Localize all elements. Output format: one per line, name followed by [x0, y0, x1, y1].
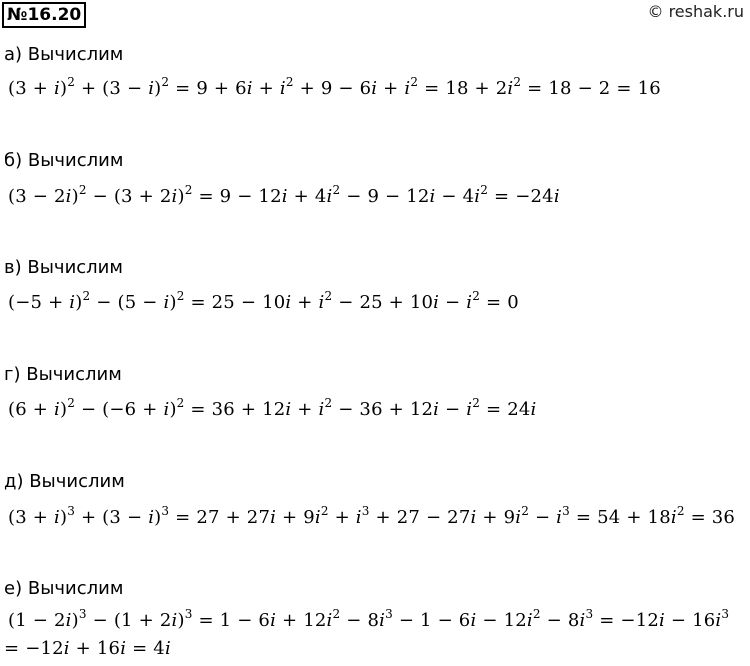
- task-verb: Вычислим: [27, 257, 123, 278]
- task-letter: а): [4, 44, 23, 65]
- task-d-label: [4, 364, 122, 385]
- task-f-label: [4, 578, 123, 599]
- task-verb: Вычислим: [27, 44, 124, 65]
- task-f-equation-continuation: = −12i + 16i = 4i: [4, 638, 171, 659]
- task-verb: Вычислим: [29, 471, 125, 492]
- task-e-equation: $(3 + i)^3 + (3 - i)^3 = 27 + 27i + 9i^2 + i^3 + 27 - 27i + 9i^2 - i^3 = 54 + 18i^2 = 36$: [8, 504, 736, 528]
- problem-number: №16.20: [2, 2, 86, 28]
- task-b-equation: $(3 - 2i)^2 - (3 + 2i)^2 = 9 - 12i + 4i^2 - 9 - 12i - 4i^2 = -24i$: [8, 183, 560, 207]
- task-verb: Вычислим: [26, 364, 122, 385]
- task-verb: Вычислим: [27, 578, 124, 599]
- watermark: © reshak.ru: [647, 2, 744, 21]
- task-c-label: [4, 257, 123, 278]
- task-letter: в): [4, 257, 22, 278]
- task-b-label: [4, 150, 123, 171]
- task-f-equation: $(1 - 2i)^3 - (1 + 2i)^3 = 1 - 6i + 12i^2 - 8i^3 - 1 - 6i - 12i^2 - 8i^3 = -12i - 16i^3$: [8, 607, 730, 631]
- task-a-equation: $(3 + i)^2 + (3 - i)^2 = 9 + 6i + i^2 + 9 - 6i + i^2 = 18 + 2i^2 = 18 - 2 = 16$: [8, 75, 661, 99]
- task-letter: д): [4, 471, 24, 492]
- task-letter: б): [4, 150, 23, 171]
- task-a-label: [4, 44, 123, 65]
- task-letter: е): [4, 578, 23, 599]
- task-d-equation: $(6 + i)^2 - (-6 + i)^2 = 36 + 12i + i^2 - 36 + 12i - i^2 = 24i$: [8, 396, 537, 420]
- task-c-equation: $(-5 + i)^2 - (5 - i)^2 = 25 - 10i + i^2 - 25 + 10i - i^2 = 0$: [8, 289, 519, 313]
- task-e-label: [4, 471, 125, 492]
- task-verb: Вычислим: [27, 150, 124, 171]
- task-letter: г): [4, 364, 21, 385]
